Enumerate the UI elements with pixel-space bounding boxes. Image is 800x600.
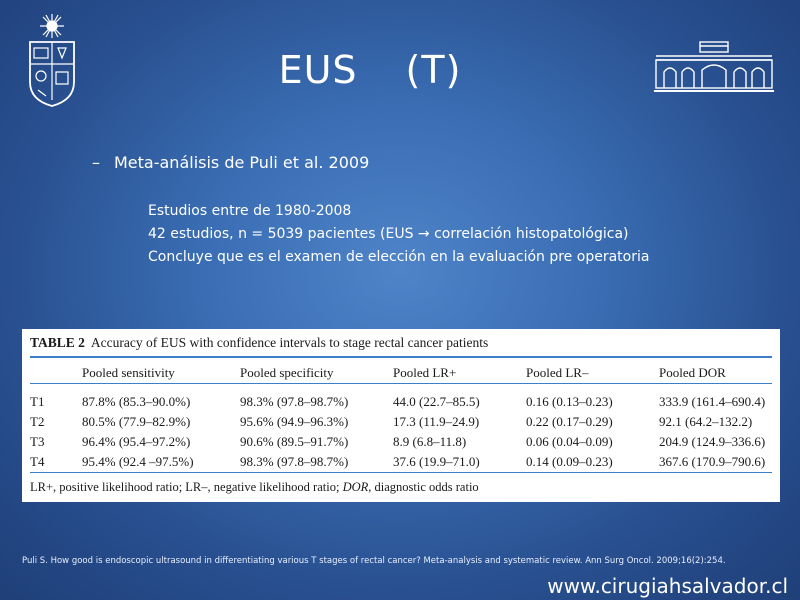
table-footnote [30, 480, 479, 495]
slide-title [0, 48, 740, 92]
table-cell: T3 [30, 434, 45, 449]
table-cell: T4 [30, 454, 45, 469]
column-header: Pooled DOR [659, 365, 726, 380]
bullet-dash: – [92, 153, 100, 172]
footnote-part: LR+, positive likelihood ratio; LR–, negative likelihood ratio; [30, 480, 343, 494]
bullet-text: Meta-análisis de Puli et al. 2009 [114, 153, 370, 172]
column-header [30, 359, 82, 387]
table-cell: 80.5% (77.9–82.9%) [82, 414, 191, 429]
sub-points [148, 200, 649, 269]
table-row [30, 452, 772, 472]
table-top-rule [30, 356, 772, 358]
table-cell: 367.6 (170.9–790.6) [659, 454, 766, 469]
table-cell: 0.14 (0.09–0.23) [526, 454, 613, 469]
title-left: EUS [278, 48, 358, 92]
table-row [30, 387, 772, 412]
table-cell: 96.4% (95.4–97.2%) [82, 434, 191, 449]
title-right: (T) [405, 48, 462, 92]
table-cell: 37.6 (19.9–71.0) [393, 454, 480, 469]
table-row [30, 432, 772, 452]
footnote-dor: DOR [342, 480, 369, 494]
table-bottom-rule [30, 472, 772, 473]
table-cell: T2 [30, 414, 45, 429]
table-cell: 44.0 (22.7–85.5) [393, 394, 480, 409]
footnote-part: , diagnostic odds ratio [368, 480, 479, 494]
results-table [30, 359, 772, 472]
bullet-item [92, 153, 369, 172]
table-cell: 98.3% (97.8–98.7%) [240, 454, 349, 469]
table-cell: 0.16 (0.13–0.23) [526, 394, 613, 409]
reference-citation: Puli S. How good is endoscopic ultrasound in differentiating various T stages of rectal cancer? Meta-analysis and systematic review. Ann Surg Oncol. 2009;16(2):254. [22, 556, 726, 566]
table-cell: 204.9 (124.9–336.6) [659, 434, 766, 449]
table-caption [30, 335, 488, 351]
column-header: Pooled specificity [240, 365, 334, 380]
table-row [30, 412, 772, 432]
table-caption-text: Accuracy of EUS with confidence intervals to stage rectal cancer patients [90, 335, 489, 350]
sub-point: Estudios entre de 1980-2008 [148, 203, 352, 219]
table-cell: T1 [30, 394, 45, 409]
column-header: Pooled LR+ [393, 365, 457, 380]
table-cell: 0.06 (0.04–0.09) [526, 434, 613, 449]
table-cell: 0.22 (0.17–0.29) [526, 414, 613, 429]
website-url: www.cirugiahsalvador.cl [547, 574, 788, 598]
table-cell: 90.6% (89.5–91.7%) [240, 434, 349, 449]
table-cell: 8.9 (6.8–11.8) [393, 434, 467, 449]
sub-point: 42 estudios, n = 5039 pacientes (EUS → correlación histopatológica) [148, 226, 629, 242]
table-cell: 98.3% (97.8–98.7%) [240, 394, 349, 409]
column-header: Pooled sensitivity [82, 365, 175, 380]
table-label: TABLE 2 [30, 335, 85, 350]
table-cell: 87.8% (85.3–90.0%) [82, 394, 191, 409]
table-cell: 95.4% (92.4 –97.5%) [82, 454, 194, 469]
sub-point: Concluye que es el examen de elección en la evaluación pre operatoria [148, 249, 650, 265]
table-cell: 95.6% (94.9–96.3%) [240, 414, 349, 429]
column-header: Pooled LR– [526, 365, 589, 380]
results-table-card [22, 329, 780, 502]
table-cell: 333.9 (161.4–690.4) [659, 394, 766, 409]
table-header-row [30, 359, 772, 387]
table-cell: 92.1 (64.2–132.2) [659, 414, 753, 429]
table-cell: 17.3 (11.9–24.9) [393, 414, 480, 429]
